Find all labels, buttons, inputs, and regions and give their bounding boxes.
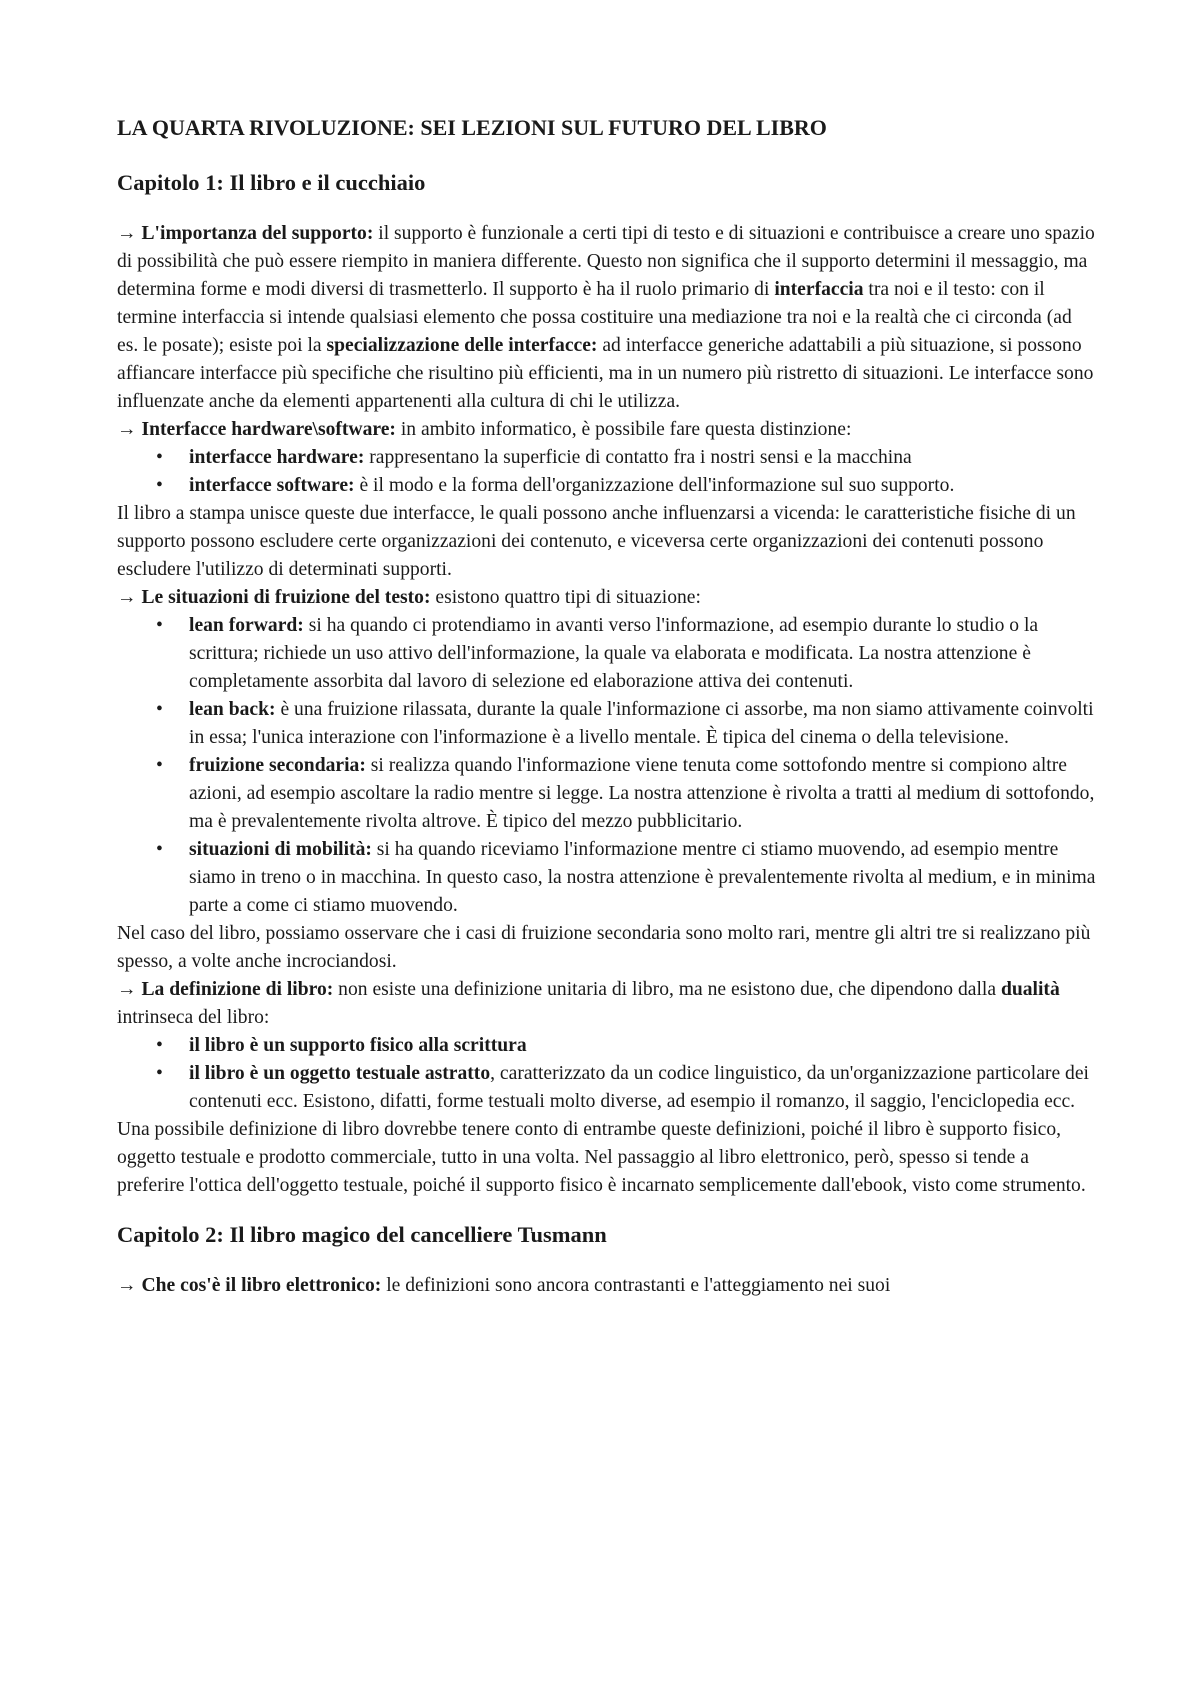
item-term: interfacce software: <box>189 475 355 496</box>
item-term: il libro è un supporto fisico alla scrittura <box>189 1035 527 1056</box>
text-span: intrinseca del libro: <box>117 1007 270 1028</box>
item-text: è il modo e la forma dell'organizzazione dell'informazione sul suo supporto. <box>354 475 955 496</box>
item-term: fruizione secondaria: <box>189 755 366 776</box>
lead-situazioni: → Le situazioni di fruizione del testo: <box>117 587 431 608</box>
bold-term: interfaccia <box>774 279 864 300</box>
item-text: rappresentano la superficie di contatto fra i nostri sensi e la macchina <box>364 447 912 468</box>
item-term: interfacce hardware: <box>189 447 365 468</box>
paragraph-supporto <box>117 220 1097 416</box>
text-span: non esiste una definizione unitaria di libro, ma ne esistono due, che dipendono dalla <box>333 979 1001 1000</box>
list-item <box>189 472 1097 500</box>
list-item <box>189 444 1097 472</box>
item-text: si realizza quando l'informazione viene tenuta come sottofondo mentre si compiono altre azioni, ad esempio ascoltare la radio mentre si legge. La nostra attenzione è rivolta a tratti al medium di sottofondo, ma è prevalentemente rivolta altrove. È tipico del mezzo pubblicitario. <box>189 755 1095 832</box>
lead-definizione: → La definizione di libro: <box>117 979 334 1000</box>
text-span: il supporto è funzionale a certi tipi di testo e di situazioni e contribuisce a creare uno spazio di possibilità che può essere riempito in maniera differente. Questo non significa che il supporto determini il messaggio, ma determina forme e modi diversi di trasmetterlo. Il supporto è ha il ruolo primario di <box>117 223 1095 300</box>
bold-term: specializzazione delle interfacce: <box>326 335 598 356</box>
item-text: è una fruizione rilassata, durante la quale l'informazione ci assorbe, ma non siamo attivamente coinvolti in essa; l'unica interazione con l'informazione è a livello mentale. È tipica del cinema o della televisione. <box>189 699 1094 748</box>
lead-interfacce: → Interfacce hardware\software: <box>117 419 396 440</box>
item-term: il libro è un oggetto testuale astratto <box>189 1063 491 1084</box>
paragraph-situazioni <box>117 584 1097 612</box>
list-item <box>189 612 1097 696</box>
text-span: ad interfacce generiche adattabili a più situazione, si possono affiancare interfacce più specifiche che risultino più efficienti, ma in un numero più ristretto di situazioni. Le interfacce sono influenzate anche da elementi appartenenti alla cultura di chi le utilizza. <box>117 335 1094 412</box>
list-item <box>189 1060 1097 1116</box>
document-page <box>117 96 1097 1300</box>
list-situazioni <box>117 612 1097 920</box>
item-text: si ha quando riceviamo l'informazione mentre ci stiamo muovendo, ad esempio mentre siamo in treno o in macchina. In questo caso, la nostra attenzione è prevalentemente rivolta al medium, e in minima parte a come ci stiamo muovendo. <box>189 839 1096 916</box>
item-term: situazioni di mobilità: <box>189 839 372 860</box>
list-item <box>189 836 1097 920</box>
paragraph-interfacce <box>117 416 1097 444</box>
list-item <box>189 696 1097 752</box>
paragraph-possibile-definizione: Una possibile definizione di libro dovrebbe tenere conto di entrambe queste definizioni, poiché il libro è supporto fisico, oggetto testuale e prodotto commerciale, tutto in una volta. Nel passaggio al libro elettronico, però, spesso si tende a preferire l'ottica dell'oggetto testuale, poiché il supporto fisico è incarnato semplicemente dall'ebook, visto come strumento. <box>117 1119 1086 1196</box>
paragraph-libro-elettronico <box>117 1272 1097 1300</box>
item-term: lean forward: <box>189 615 304 636</box>
bold-term: dualità <box>1000 979 1060 1000</box>
lead-libro-elettronico: → Che cos'è il libro elettronico: <box>117 1275 382 1296</box>
paragraph-definizione <box>117 976 1097 1032</box>
paragraph-caso-libro: Nel caso del libro, possiamo osservare che i casi di fruizione secondaria sono molto rari, mentre gli altri tre si realizzano più spesso, a volte anche incrociandosi. <box>117 923 1091 972</box>
list-item <box>189 752 1097 836</box>
text-span: esistono quattro tipi di situazione: <box>430 587 701 608</box>
text-span: tra noi e il testo: con il termine interfaccia si intende qualsiasi elemento che possa costituire una mediazione tra noi e la realtà che ci circonda (ad es. le posate); esiste poi la <box>117 279 1072 356</box>
chapter-1-heading: Capitolo 1: Il libro e il cucchiaio <box>117 170 426 195</box>
item-term: lean back: <box>189 699 276 720</box>
text-span: in ambito informatico, è possibile fare questa distinzione: <box>395 419 852 440</box>
paragraph-libro-stampa: Il libro a stampa unisce queste due interfacce, le quali possono anche influenzarsi a vicenda: le caratteristiche fisiche di un supporto possono escludere certe organizzazioni dei contenuto, e viceversa certe organizzazioni dei contenuti possono escludere l'utilizzo di determinati supporti. <box>117 503 1076 580</box>
list-item <box>189 1032 1097 1060</box>
chapter-2-heading: Capitolo 2: Il libro magico del cancelliere Tusmann <box>117 1222 607 1247</box>
item-text: , caratterizzato da un codice linguistico, da un'organizzazione particolare dei contenuti ecc. Esistono, difatti, forme testuali molto diverse, ad esempio il romanzo, il saggio, l'enciclopedia ecc. <box>189 1063 1089 1112</box>
document-title: LA QUARTA RIVOLUZIONE: SEI LEZIONI SUL FUTURO DEL LIBRO <box>117 115 827 140</box>
list-definizione <box>117 1032 1097 1116</box>
text-span: le definizioni sono ancora contrastanti e l'atteggiamento nei suoi <box>381 1275 891 1296</box>
list-interfacce <box>117 444 1097 500</box>
item-text: si ha quando ci protendiamo in avanti verso l'informazione, ad esempio durante lo studio o la scrittura; richiede un uso attivo dell'informazione, la quale va elaborata e modificata. La nostra attenzione è completamente assorbita dal lavoro di selezione ed elaborazione attiva dei contenuti. <box>189 615 1039 692</box>
lead-supporto: → L'importanza del supporto: <box>117 223 374 244</box>
